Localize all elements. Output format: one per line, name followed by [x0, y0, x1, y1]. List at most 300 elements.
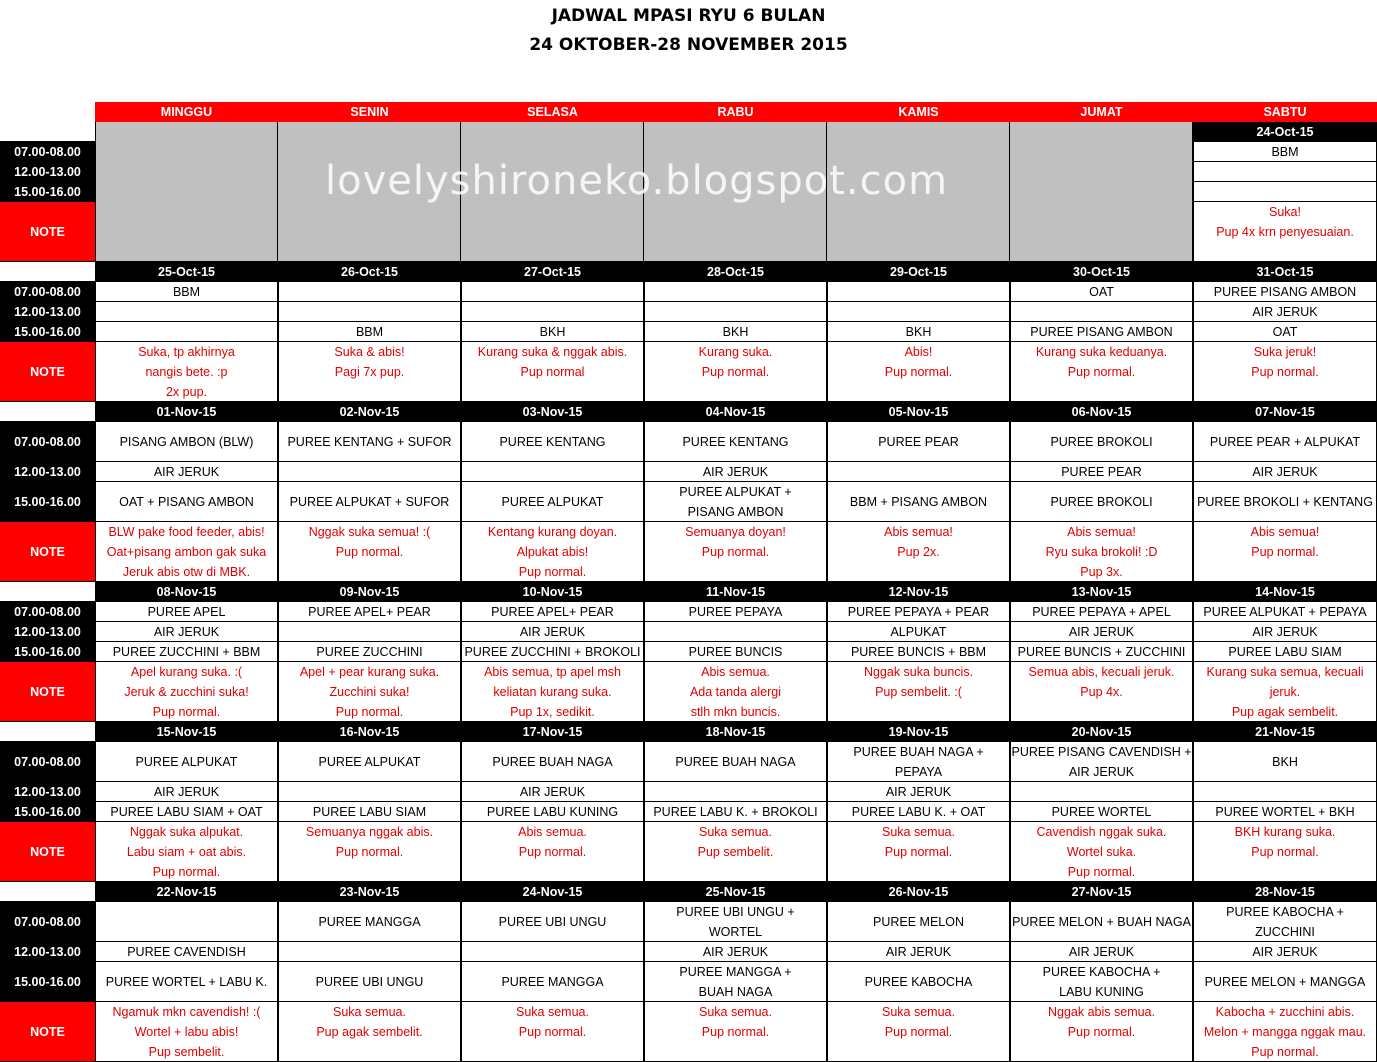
grid-line	[1010, 281, 1193, 282]
time-label: 12.00-13.00	[0, 622, 95, 642]
grid-line	[461, 281, 644, 282]
note-text-line: Pup normal.	[335, 705, 404, 719]
note-text-line: Wortel + labu abis!	[134, 1025, 239, 1039]
time-label: 07.00-08.00	[0, 742, 95, 782]
grid-line	[1009, 122, 1010, 262]
note-cell	[278, 1002, 461, 1062]
grid-line	[95, 961, 278, 962]
grid-line	[0, 1001, 95, 1002]
grid-line	[95, 901, 278, 902]
grid-line	[1193, 1001, 1377, 1002]
note-text-line: Pup normal.	[701, 545, 770, 559]
grid-line	[1193, 341, 1377, 342]
date-header: 10-Nov-15	[461, 582, 644, 602]
note-text-line: Pup normal.	[335, 545, 404, 559]
meal-cell: PUREE BUNCIS	[688, 645, 783, 659]
note-text-line: Pup normal	[520, 365, 585, 379]
grid-line	[0, 721, 95, 722]
meal-cell: PUREE ZUCCHINI + BROKOLI	[464, 645, 641, 659]
date-header: 12-Nov-15	[827, 582, 1010, 602]
note-text-line: Kurang suka.	[698, 345, 773, 359]
grid-line	[461, 661, 644, 662]
grid-line	[1193, 621, 1377, 622]
time-label: 12.00-13.00	[0, 462, 95, 482]
note-cell	[461, 822, 644, 882]
grid-line	[461, 781, 644, 782]
meal-cell	[827, 302, 1010, 322]
note-text-line: Kabocha + zucchini abis.	[1215, 1005, 1355, 1019]
grid-line	[827, 601, 1010, 602]
grid-line	[644, 902, 645, 1062]
grid-line	[827, 641, 1010, 642]
time-label: 07.00-08.00	[0, 142, 95, 162]
note-text-line: Kentang kurang doyan.	[487, 525, 618, 539]
note-cell	[95, 342, 278, 402]
grid-line	[1010, 902, 1011, 1062]
grid-line	[644, 621, 827, 622]
date-header: 26-Oct-15	[278, 262, 461, 282]
note-text-line: Jeruk & zucchini suka!	[124, 685, 249, 699]
time-label: 07.00-08.00	[0, 602, 95, 622]
note-text-line: Nggak abis semua.	[1047, 1005, 1155, 1019]
note-text-line: Pup sembelit.	[148, 1045, 225, 1059]
time-label: 12.00-13.00	[0, 162, 95, 182]
cell-text-line: BUAH NAGA	[698, 985, 773, 999]
grid-line	[644, 521, 827, 522]
date-header: 24-Oct-15	[1193, 122, 1377, 142]
meal-cell: BKH	[1272, 755, 1298, 769]
grid-line	[827, 341, 1010, 342]
meal-cell: PUREE UBI UNGU	[315, 975, 424, 989]
page-subtitle: 24 OKTOBER-28 NOVEMBER 2015	[529, 35, 848, 55]
note-text-line: 2x pup.	[165, 385, 207, 399]
note-text-line: BLW pake food feeder, abis!	[108, 525, 265, 539]
meal-cell	[278, 942, 461, 962]
note-text-line: Pup normal.	[884, 365, 953, 379]
date-header: 07-Nov-15	[1193, 402, 1377, 422]
note-cell	[644, 1002, 827, 1062]
grid-line	[461, 961, 644, 962]
note-cell	[644, 822, 827, 882]
note-text-line: Nggak suka buncis.	[863, 665, 974, 679]
meal-cell: PUREE LABU SIAM	[1228, 645, 1342, 659]
cell-text-line: PUREE ALPUKAT +	[679, 485, 792, 499]
grid-line	[1193, 281, 1377, 282]
meal-cell	[278, 622, 461, 642]
note-cell	[1010, 1002, 1193, 1062]
grid-line	[278, 281, 461, 282]
grid-line	[644, 601, 827, 602]
grid-line	[644, 781, 827, 782]
grid-line	[0, 481, 95, 482]
grid-line	[278, 481, 461, 482]
meal-cell: PUREE MELON	[873, 915, 964, 929]
grid-line	[1010, 341, 1193, 342]
time-label: 15.00-16.00	[0, 962, 95, 1002]
meal-cell: AIR JERUK	[1252, 945, 1318, 959]
note-label: NOTE	[0, 522, 95, 582]
grid-line	[827, 421, 1010, 422]
meal-cell: AIR JERUK	[519, 625, 586, 639]
grid-line	[1193, 481, 1377, 482]
time-label: 12.00-13.00	[0, 302, 95, 322]
note-text-line: Pup 1x, sedikit.	[510, 705, 595, 719]
date-header: 25-Oct-15	[95, 262, 278, 282]
grid-line	[1010, 741, 1193, 742]
meal-cell: PUREE APEL	[147, 605, 226, 619]
cell-text-line: PEPAYA	[894, 765, 943, 779]
empty-day-block	[1010, 122, 1193, 262]
note-text-line: nangis bete. :p	[145, 365, 228, 379]
meal-cell: PUREE PEPAYA + PEAR	[847, 605, 990, 619]
meal-cell: PISANG AMBON (BLW)	[119, 435, 254, 449]
meal-cell	[644, 482, 827, 522]
note-cell	[95, 522, 278, 582]
note-cell	[95, 822, 278, 882]
meal-cell: PUREE MANGGA	[501, 975, 604, 989]
note-text-line: Pup normal.	[701, 365, 770, 379]
grid-line	[95, 601, 278, 602]
meal-cell: AIR JERUK	[153, 625, 220, 639]
meal-cell: PUREE KENTANG	[499, 435, 606, 449]
date-header: 31-Oct-15	[1193, 262, 1377, 282]
grid-line	[461, 901, 644, 902]
grid-line	[95, 781, 278, 782]
grid-line	[95, 621, 278, 622]
note-text-line: Alpukat abis!	[516, 545, 589, 559]
meal-cell	[461, 302, 644, 322]
date-header: 03-Nov-15	[461, 402, 644, 422]
grid-line	[278, 461, 461, 462]
grid-line	[1193, 142, 1194, 262]
grid-line	[95, 801, 278, 802]
meal-cell: PUREE WORTEL	[1051, 805, 1152, 819]
date-header: 26-Nov-15	[827, 882, 1010, 902]
grid-line	[461, 941, 644, 942]
note-text-line: Labu siam + oat abis.	[126, 845, 247, 859]
cell-text-line: ZUCCHINI	[1255, 925, 1315, 939]
grid-line	[1010, 481, 1193, 482]
grid-line	[278, 661, 461, 662]
grid-line	[461, 1001, 644, 1002]
note-cell	[1193, 342, 1377, 402]
time-label: 07.00-08.00	[0, 422, 95, 462]
meal-cell: AIR JERUK	[519, 785, 586, 799]
grid-line	[644, 901, 827, 902]
note-text-line: Pup normal.	[1067, 865, 1136, 879]
grid-line	[1193, 961, 1377, 962]
note-text-line: Nggak suka semua! :(	[308, 525, 431, 539]
grid-line	[95, 1001, 278, 1002]
meal-cell: ALPUKAT	[890, 625, 947, 639]
grid-line	[461, 422, 462, 582]
grid-line	[0, 821, 95, 822]
meal-cell: PUREE PEPAYA + APEL	[1032, 605, 1171, 619]
grid-line	[644, 641, 827, 642]
grid-line	[0, 881, 95, 882]
meal-cell	[1010, 962, 1193, 1002]
grid-line	[461, 821, 644, 822]
grid-line	[461, 741, 644, 742]
date-header: 11-Nov-15	[644, 582, 827, 602]
note-text-line: Kurang suka semua, kecuali	[1206, 665, 1364, 679]
meal-cell: PUREE APEL+ PEAR	[491, 605, 614, 619]
grid-line	[278, 801, 461, 802]
cell-text-line: PUREE KABOCHA +	[1226, 905, 1344, 919]
meal-cell	[644, 782, 827, 802]
grid-line	[1010, 601, 1193, 602]
note-text-line: Suka semua.	[882, 1005, 955, 1019]
grid-line	[278, 341, 461, 342]
grid-line	[278, 961, 461, 962]
note-text-line: Pup normal.	[152, 865, 221, 879]
watermark: lovelyshironeko.blogspot.com	[325, 158, 949, 204]
note-cell	[1193, 522, 1377, 582]
grid-line	[0, 261, 95, 262]
note-cell	[95, 662, 278, 722]
note-label: NOTE	[0, 342, 95, 402]
date-header: 27-Nov-15	[1010, 882, 1193, 902]
note-label: NOTE	[0, 822, 95, 882]
grid-line	[0, 661, 95, 662]
grid-line	[278, 781, 461, 782]
grid-line	[1193, 161, 1377, 162]
grid-line	[1010, 1001, 1193, 1002]
meal-cell: PUREE LABU K. + BROKOLI	[653, 805, 818, 819]
grid-line	[461, 481, 644, 482]
grid-line	[0, 421, 95, 422]
note-text-line: Abis semua!	[884, 525, 953, 539]
date-header: 29-Oct-15	[827, 262, 1010, 282]
time-label: 15.00-16.00	[0, 482, 95, 522]
date-header: 13-Nov-15	[1010, 582, 1193, 602]
meal-cell	[1193, 782, 1377, 802]
date-header: 28-Oct-15	[644, 262, 827, 282]
grid-line	[461, 421, 644, 422]
note-cell	[644, 342, 827, 402]
note-text-line: Oat+pisang ambon gak suka	[106, 545, 267, 559]
grid-line	[644, 481, 827, 482]
note-cell	[278, 822, 461, 882]
grid-line	[827, 621, 1010, 622]
grid-line	[1010, 742, 1011, 882]
grid-line	[1010, 321, 1193, 322]
meal-cell: PUREE WORTEL + LABU K.	[105, 975, 268, 989]
grid-line	[827, 321, 1010, 322]
grid-line	[1010, 661, 1193, 662]
note-text-line: Suka jeruk!	[1253, 345, 1317, 359]
meal-cell: PUREE BUAH NAGA	[492, 755, 613, 769]
note-cell	[278, 342, 461, 402]
grid-line	[461, 621, 644, 622]
grid-line	[827, 301, 1010, 302]
grid-line	[95, 742, 96, 882]
meal-cell	[644, 902, 827, 942]
meal-cell	[95, 302, 278, 322]
note-cell	[1193, 1002, 1377, 1062]
note-text-line: Melon + mangga nggak mau.	[1203, 1025, 1367, 1039]
date-header: 01-Nov-15	[95, 402, 278, 422]
note-cell	[1193, 822, 1377, 882]
meal-cell: PUREE PISANG AMBON	[1030, 325, 1173, 339]
note-cell	[95, 1002, 278, 1062]
grid-line	[278, 941, 461, 942]
grid-line	[0, 961, 95, 962]
note-text-line: Pup 4x krn penyesuaian.	[1216, 225, 1354, 239]
grid-line	[95, 741, 278, 742]
grid-line	[278, 821, 461, 822]
meal-cell: AIR JERUK	[1068, 625, 1135, 639]
meal-cell	[1193, 902, 1377, 942]
grid-line	[1193, 422, 1194, 582]
grid-line	[95, 281, 278, 282]
meal-cell: PUREE KABOCHA	[864, 975, 973, 989]
grid-line	[1010, 422, 1011, 582]
note-cell	[1010, 342, 1193, 402]
grid-line	[95, 341, 278, 342]
grid-line	[1193, 902, 1194, 1062]
grid-line	[278, 741, 461, 742]
grid-line	[278, 1001, 461, 1002]
note-text-line: Pup normal.	[1067, 365, 1136, 379]
meal-cell: AIR JERUK	[153, 785, 220, 799]
date-header: 19-Nov-15	[827, 722, 1010, 742]
note-text-line: Cavendish nggak suka.	[1036, 825, 1167, 839]
day-header: MINGGU	[95, 102, 278, 122]
note-text-line: Pup sembelit.	[697, 845, 774, 859]
day-header: KAMIS	[827, 102, 1010, 122]
grid-line	[0, 901, 95, 902]
note-text-line: Abis semua, tp apel msh	[484, 665, 621, 679]
grid-line	[827, 602, 828, 722]
note-text-line: Suka!	[1269, 205, 1301, 219]
meal-cell	[1193, 162, 1377, 182]
grid-line	[1193, 321, 1377, 322]
meal-cell: PUREE WORTEL + BKH	[1215, 805, 1355, 819]
grid-line	[278, 641, 461, 642]
meal-cell	[827, 742, 1010, 782]
grid-line	[827, 282, 828, 402]
note-text-line: Apel + pear kurang suka.	[299, 665, 440, 679]
grid-line	[0, 161, 95, 162]
note-text-line: Suka semua.	[333, 1005, 406, 1019]
meal-cell: AIR JERUK	[1252, 465, 1318, 479]
grid-line	[827, 281, 1010, 282]
grid-line	[1193, 941, 1377, 942]
note-text-line: Pup normal.	[152, 705, 221, 719]
grid-line	[644, 961, 827, 962]
meal-cell: PUREE MELON + MANGGA	[1204, 975, 1366, 989]
meal-cell: PUREE BUNCIS + BBM	[850, 645, 987, 659]
note-text-line: Suka semua.	[882, 825, 955, 839]
meal-cell: PUREE PEAR	[878, 435, 959, 449]
grid-line	[1193, 601, 1377, 602]
meal-cell: PUREE KENTANG	[682, 435, 789, 449]
grid-line	[827, 941, 1010, 942]
meal-cell: PUREE KENTANG + SUFOR	[287, 435, 452, 449]
meal-cell: PUREE PEAR + ALPUKAT	[1209, 435, 1361, 449]
note-text-line: Suka, tp akhirnya	[138, 345, 235, 359]
grid-line	[278, 422, 279, 582]
meal-cell: PUREE PISANG AMBON	[1213, 285, 1357, 299]
time-label: 07.00-08.00	[0, 902, 95, 942]
meal-cell	[278, 782, 461, 802]
grid-line	[461, 282, 462, 402]
grid-line	[0, 741, 95, 742]
note-text-line: Pup normal.	[518, 1025, 587, 1039]
grid-line	[95, 321, 278, 322]
note-text-line: Kurang suka keduanya.	[1035, 345, 1168, 359]
meal-cell	[278, 462, 461, 482]
meal-cell: AIR JERUK	[1252, 625, 1318, 639]
grid-line	[0, 401, 95, 402]
grid-line	[1193, 201, 1377, 202]
date-header: 18-Nov-15	[644, 722, 827, 742]
day-header: RABU	[644, 102, 827, 122]
cell-text-line: PUREE MANGGA +	[679, 965, 792, 979]
meal-cell: BBM	[1271, 145, 1299, 159]
meal-cell	[1010, 782, 1193, 802]
note-cell	[1010, 522, 1193, 582]
time-label: 15.00-16.00	[0, 182, 95, 202]
meal-cell: PUREE BROKOLI + KENTANG	[1197, 495, 1373, 509]
grid-line	[1193, 641, 1377, 642]
note-cell	[827, 1002, 1010, 1062]
note-text-line: Pagi 7x pup.	[334, 365, 405, 379]
grid-line	[827, 821, 1010, 822]
meal-cell: AIR JERUK	[702, 465, 769, 479]
date-header: 09-Nov-15	[278, 582, 461, 602]
grid-line	[1010, 521, 1193, 522]
meal-cell: PUREE PEAR	[1061, 465, 1142, 479]
meal-cell: PUREE LABU K. + OAT	[851, 805, 986, 819]
meal-cell: BBM	[172, 285, 201, 299]
grid-line	[95, 661, 278, 662]
cell-text-line: PUREE KABOCHA +	[1042, 965, 1161, 979]
note-cell	[827, 822, 1010, 882]
grid-line	[95, 941, 278, 942]
grid-line	[1010, 621, 1193, 622]
note-text-line: keliatan kurang suka.	[493, 685, 612, 699]
meal-cell	[278, 302, 461, 322]
meal-cell: BBM + PISANG AMBON	[849, 495, 988, 509]
note-text-line: Pup agak sembelit.	[1231, 705, 1339, 719]
grid-line	[0, 341, 95, 342]
grid-line	[1193, 141, 1377, 142]
meal-cell: PUREE APEL+ PEAR	[308, 605, 431, 619]
note-text-line: Pup normal.	[518, 565, 587, 579]
grid-line	[95, 122, 96, 262]
day-header: SENIN	[278, 102, 461, 122]
grid-line	[0, 781, 95, 782]
grid-line	[0, 521, 95, 522]
meal-cell: PUREE ALPUKAT	[318, 755, 421, 769]
note-text-line: Pup normal.	[884, 1025, 953, 1039]
meal-cell: PUREE LABU SIAM + OAT	[110, 805, 263, 819]
grid-line	[0, 801, 95, 802]
note-cell	[827, 662, 1010, 722]
note-text-line: Semuanya doyan!	[685, 525, 786, 539]
grid-line	[1193, 282, 1194, 402]
date-header: 15-Nov-15	[95, 722, 278, 742]
grid-line	[644, 801, 827, 802]
note-text-line: Pup normal.	[1251, 545, 1319, 559]
grid-line	[95, 301, 278, 302]
note-text-line: Abis!	[904, 345, 933, 359]
grid-line	[827, 521, 1010, 522]
grid-line	[827, 742, 828, 882]
day-header: JUMAT	[1010, 102, 1193, 122]
